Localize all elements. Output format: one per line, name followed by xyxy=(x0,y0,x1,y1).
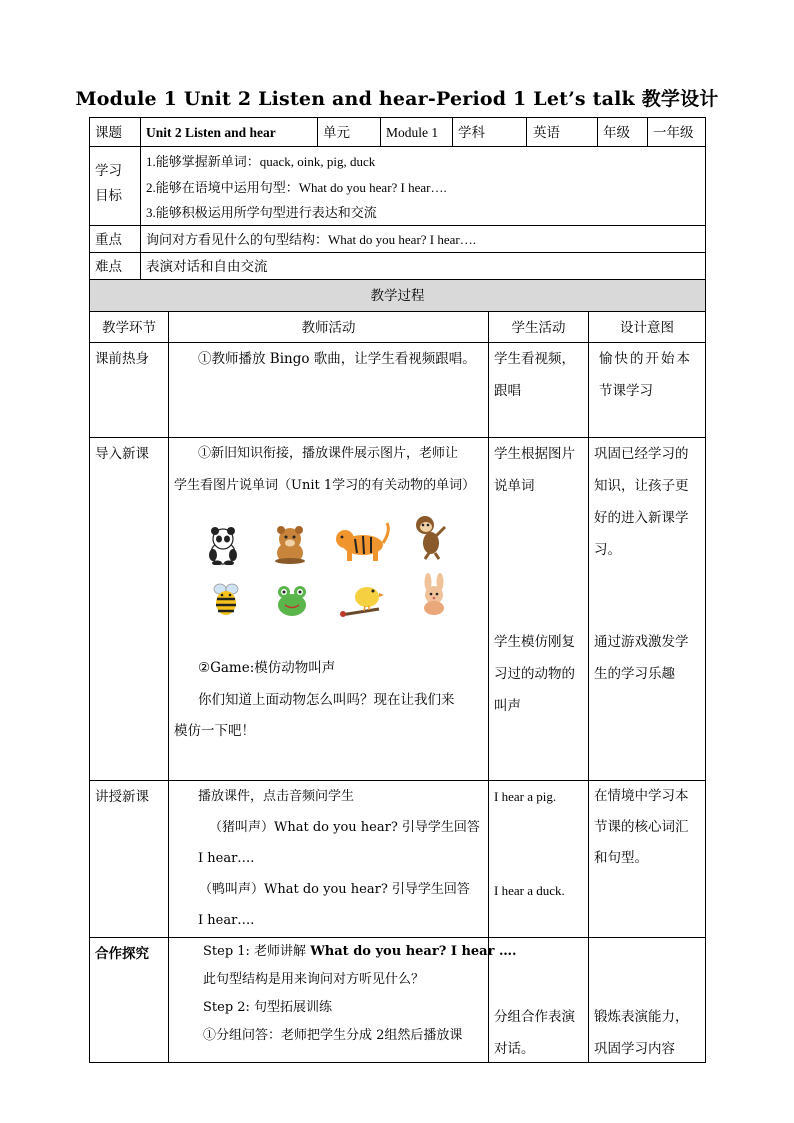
column-header-intent: 设计意图 xyxy=(588,311,706,343)
subject-label: 学科 xyxy=(452,117,527,147)
goal-item: 2.能够在语境中运用句型：What do you hear? I hear…. xyxy=(146,179,447,195)
student-line: 对话。 xyxy=(494,1041,535,1057)
step1-prefix: Step 1: 老师讲解 xyxy=(203,944,311,959)
bird-icon xyxy=(339,579,385,619)
unit-label: 单元 xyxy=(317,117,381,147)
intent-line: 节课的核心词汇 xyxy=(594,819,689,835)
teacher-activity-intro xyxy=(168,437,489,781)
teacher-activity-teaching xyxy=(168,780,489,938)
column-header-stage: 教学环节 xyxy=(89,311,169,343)
intent-line: 好的进入新课学 xyxy=(594,510,689,526)
intent-teaching xyxy=(588,780,706,938)
student-activity-warmup xyxy=(488,342,589,438)
teacher-line: 学生看图片说单词（Unit 1学习的有关动物的单词） xyxy=(174,477,476,493)
stage-teaching: 讲授新课 xyxy=(89,780,169,938)
teacher-line: 播放课件，点击音频问学生 xyxy=(198,789,355,804)
teacher-line: 你们知道上面动物怎么叫吗？现在让我们来 xyxy=(198,691,455,708)
intent-line: 锻炼表演能力， xyxy=(594,1009,689,1025)
intent-line: 生的学习乐趣 xyxy=(594,666,675,682)
student-line: I hear a pig. xyxy=(494,789,557,804)
frog-icon xyxy=(275,583,309,619)
teacher-line xyxy=(169,938,517,966)
student-line: 分组合作表演 xyxy=(494,1009,575,1025)
intent-line: 节课学习 xyxy=(599,383,653,399)
tiger-icon xyxy=(333,521,393,563)
teacher-line: ①分组问答：老师把学生分成 2组然后播放课 xyxy=(203,1028,463,1043)
document-title: Module 1 Unit 2 Listen and hear-Period 1 Let’s talk 教学设计 xyxy=(75,88,719,110)
intent-line: 通过游戏激发学 xyxy=(594,634,689,650)
student-line: 说单词 xyxy=(494,478,535,494)
stage-warmup: 课前热身 xyxy=(89,342,169,438)
step1-sentence: What do you hear? I hear …. xyxy=(310,944,517,959)
column-header-teacher: 教师活动 xyxy=(168,311,489,343)
difficulty-value: 表演对话和自由交流 xyxy=(140,252,706,280)
student-activity-intro xyxy=(488,437,589,781)
intent-intro xyxy=(588,437,706,781)
intent-line: 和句型。 xyxy=(594,850,648,866)
stage-cooperation: 合作探究 xyxy=(89,937,169,1063)
student-line: 习过的动物的 xyxy=(494,666,575,682)
difficulty-label: 难点 xyxy=(89,252,141,280)
key-point-value: 询问对方看见什么的句型结构：What do you hear? I hear…. xyxy=(140,225,706,253)
goals-label-line1: 学习 xyxy=(95,163,122,179)
bear-icon xyxy=(273,525,307,565)
goals-label xyxy=(89,146,141,226)
teacher-activity-warmup xyxy=(168,342,489,438)
key-point-label: 重点 xyxy=(89,225,141,253)
animal-pictures xyxy=(199,513,459,623)
teacher-line: Step 2: 句型拓展训练 xyxy=(203,1000,333,1015)
topic-label: 课题 xyxy=(89,117,141,147)
teacher-line: （猪叫声）What do you hear? 引导学生回答 xyxy=(209,820,480,835)
intent-line: 知识，让孩子更 xyxy=(594,478,689,494)
panda-icon xyxy=(205,525,241,565)
student-activity-teaching xyxy=(488,780,589,938)
student-line: 学生模仿刚复 xyxy=(494,634,575,650)
intent-line: 愉快的开始本 xyxy=(599,351,692,367)
goal-item: 3.能够积极运用所学句型进行表达和交流 xyxy=(146,205,377,220)
student-line: 跟唱 xyxy=(494,383,521,399)
student-line: I hear a duck. xyxy=(494,883,565,898)
intent-line: 在情境中学习本 xyxy=(594,788,689,804)
monkey-icon xyxy=(411,513,451,561)
intent-line: 巩固学习内容 xyxy=(594,1041,675,1057)
bee-icon xyxy=(211,579,241,617)
column-header-student: 学生活动 xyxy=(488,311,589,343)
intent-cooperation xyxy=(588,937,706,1063)
goals-content xyxy=(140,146,706,226)
unit-value: Module 1 xyxy=(380,117,453,147)
teacher-line: （鸭叫声）What do you hear? 引导学生回答 xyxy=(199,882,470,897)
student-line: 学生根据图片 xyxy=(494,446,575,462)
intent-line: 巩固已经学习的 xyxy=(594,446,689,462)
teacher-line: I hear…. xyxy=(198,851,255,866)
teacher-line: 此句型结构是用来询问对方听见什么？ xyxy=(203,972,425,987)
teacher-line: ①教师播放 Bingo 歌曲，让学生看视频跟唱。 xyxy=(198,351,476,367)
teacher-line: ①新旧知识衔接，播放课件展示图片，老师让 xyxy=(198,446,459,461)
teacher-line: ②Game:模仿动物叫声 xyxy=(198,660,336,676)
goal-item: 1.能够掌握新单词：quack, oink, pig, duck xyxy=(146,154,376,169)
process-title: 教学过程 xyxy=(89,279,706,312)
grade-label: 年级 xyxy=(597,117,648,147)
student-line: 叫声 xyxy=(494,698,521,714)
student-line: 学生看视频， xyxy=(494,351,575,367)
intent-warmup xyxy=(588,342,706,438)
student-activity-cooperation xyxy=(488,937,589,1063)
intent-line: 习。 xyxy=(594,542,621,558)
grade-value: 一年级 xyxy=(647,117,706,147)
subject-value: 英语 xyxy=(526,117,598,147)
topic-value: Unit 2 Listen and hear xyxy=(140,117,318,147)
teacher-line: 模仿一下吧！ xyxy=(174,723,255,739)
stage-intro: 导入新课 xyxy=(89,437,169,781)
goals-label-line2: 目标 xyxy=(95,188,122,204)
teacher-line: I hear…. xyxy=(198,913,255,928)
rabbit-icon xyxy=(417,573,451,615)
